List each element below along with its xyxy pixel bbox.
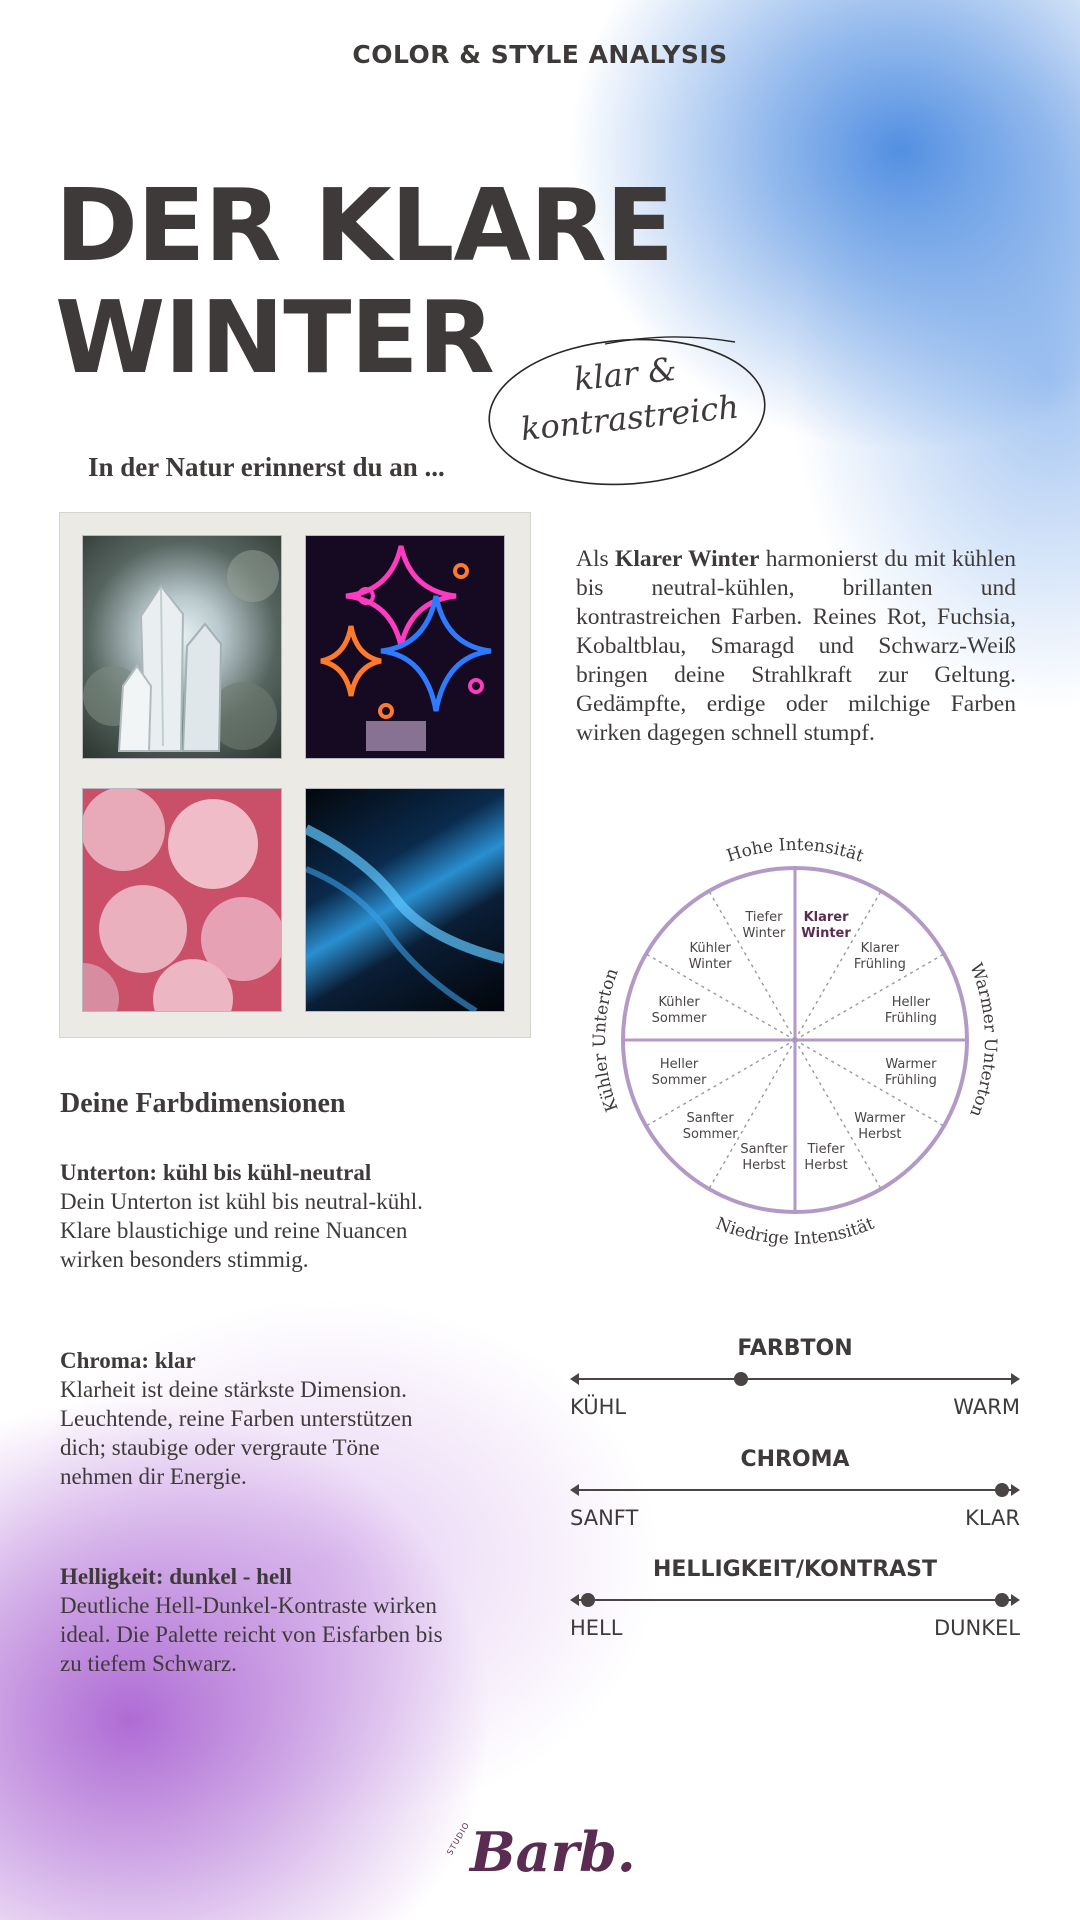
arrow-right-icon [1011, 1594, 1020, 1606]
scale-left-label: SANFT [570, 1506, 639, 1530]
dimension-text: Deutliche Hell-Dunkel-Kontraste wirken ideal. Die Palette reicht von Eisfarben bis zu tiefem Schwarz. [60, 1593, 443, 1676]
scale-title: HELLIGKEIT/KONTRAST [652, 1557, 938, 1582]
wheel-segment-label: Warmer Herbst [854, 1110, 906, 1142]
wheel-segment-label: Warmer Frühling [884, 1057, 937, 1089]
scale-title: CHROMA [740, 1447, 850, 1472]
arrow-right-icon [1011, 1484, 1020, 1496]
wheel-top-label: Hohe Intensität [724, 834, 867, 867]
wheel-segment-label: Klarer Winter [801, 910, 851, 942]
dimension-title: Chroma: klar [60, 1348, 196, 1373]
scale-right-label: DUNKEL [934, 1616, 1020, 1640]
dimension-text: Klarheit ist deine stärkste Dimension. Leuchtende, reine Farben unterstützen dich; staubige oder vergraute Töne nehmen dir Energie. [60, 1377, 413, 1489]
wheel-segment-label: Kühler Winter [688, 941, 732, 973]
wheel-segment-label: Tiefer Herbst [804, 1141, 848, 1173]
scale-track [570, 1590, 1020, 1610]
arrow-left-icon [570, 1373, 579, 1385]
scale-marker [995, 1593, 1009, 1607]
logo-name: Barb. [470, 1820, 636, 1884]
arrow-left-icon [570, 1484, 579, 1496]
crystals-image [82, 535, 282, 759]
scale-right-label: WARM [953, 1395, 1020, 1419]
scale-helligkeit [570, 1557, 1020, 1640]
arrow-right-icon [1011, 1373, 1020, 1385]
dimension-chroma [60, 1346, 455, 1491]
arrow-left-icon [570, 1594, 579, 1606]
header-label: COLOR & STYLE ANALYSIS [352, 40, 728, 69]
dimension-undertone [60, 1158, 455, 1274]
dimension-brightness [60, 1562, 455, 1678]
bioluminescent-wave-image [305, 788, 505, 1012]
description-text-rest: harmonierst du mit kühlen bis neutral-kühlen, brillanten und kontrastreichen Farben. Reines Rot, Fuchsia, Kobaltblau, Smaragd und Schwarz-Weiß bringen deine Strahlkraft zur Geltung. Gedämpfte, erdige oder milchige Farben wirken dagegen schnell stumpf. [576, 546, 1017, 746]
handwritten-badge [485, 330, 770, 490]
wheel-segment-label: Kühler Sommer [651, 994, 707, 1026]
wheel-left-label: Kühler Unterton [589, 965, 623, 1115]
badge-line-1: klar & [572, 349, 679, 399]
title-line-2: WINTER [55, 279, 494, 396]
scale-title: FARBTON [737, 1336, 853, 1361]
moodboard [60, 513, 530, 1037]
logo-small-text: STUDIO [445, 1820, 472, 1857]
scale-farbton [570, 1336, 1020, 1419]
wheel-segment-label: Tiefer Winter [742, 910, 786, 942]
studio-logo [440, 1820, 640, 1890]
wheel-segment-label: Heller Sommer [651, 1057, 707, 1089]
scale-left-label: HELL [570, 1616, 623, 1640]
scale-left-label: KÜHL [570, 1395, 627, 1419]
dimension-text: Dein Unterton ist kühl bis neutral-kühl. Klare blaustichige und reine Nuancen wirken besonders stimmig. [60, 1189, 423, 1272]
dimensions-heading: Deine Farbdimensionen [60, 1088, 346, 1119]
wheel-bottom-label: Niedrige Intensität [712, 1213, 878, 1250]
scale-marker [995, 1483, 1009, 1497]
scale-marker [734, 1372, 748, 1386]
description-paragraph [576, 545, 1016, 748]
wheel-graphic [575, 820, 1015, 1260]
dimension-title: Unterton: kühl bis kühl-neutral [60, 1160, 372, 1185]
wheel-segment-label: Heller Frühling [884, 994, 937, 1026]
scale-track [570, 1480, 1020, 1500]
wheel-segment-label: Sanfter Sommer [682, 1110, 738, 1142]
intro-text: In der Natur erinnerst du an ... [88, 452, 445, 482]
badge-line-2: kontrastreich [519, 387, 741, 449]
scale-marker [581, 1593, 595, 1607]
scale-right-label: KLAR [965, 1506, 1020, 1530]
wheel-segment-label: Sanfter Herbst [740, 1141, 788, 1173]
title-line-1: DER KLARE [55, 167, 674, 284]
wheel-right-label: Warmer Unterton [965, 960, 1001, 1120]
scale-chroma [570, 1447, 1020, 1530]
scale-track [570, 1369, 1020, 1389]
frozen-raspberries-image [82, 788, 282, 1012]
season-color-wheel [575, 820, 1015, 1260]
description-text-start: Als [576, 546, 616, 572]
description-bold: Klarer Winter [615, 546, 760, 572]
neon-stars-image [305, 535, 505, 759]
wheel-segment-label: Klarer Frühling [853, 941, 906, 973]
dimension-title: Helligkeit: dunkel - hell [60, 1564, 292, 1589]
